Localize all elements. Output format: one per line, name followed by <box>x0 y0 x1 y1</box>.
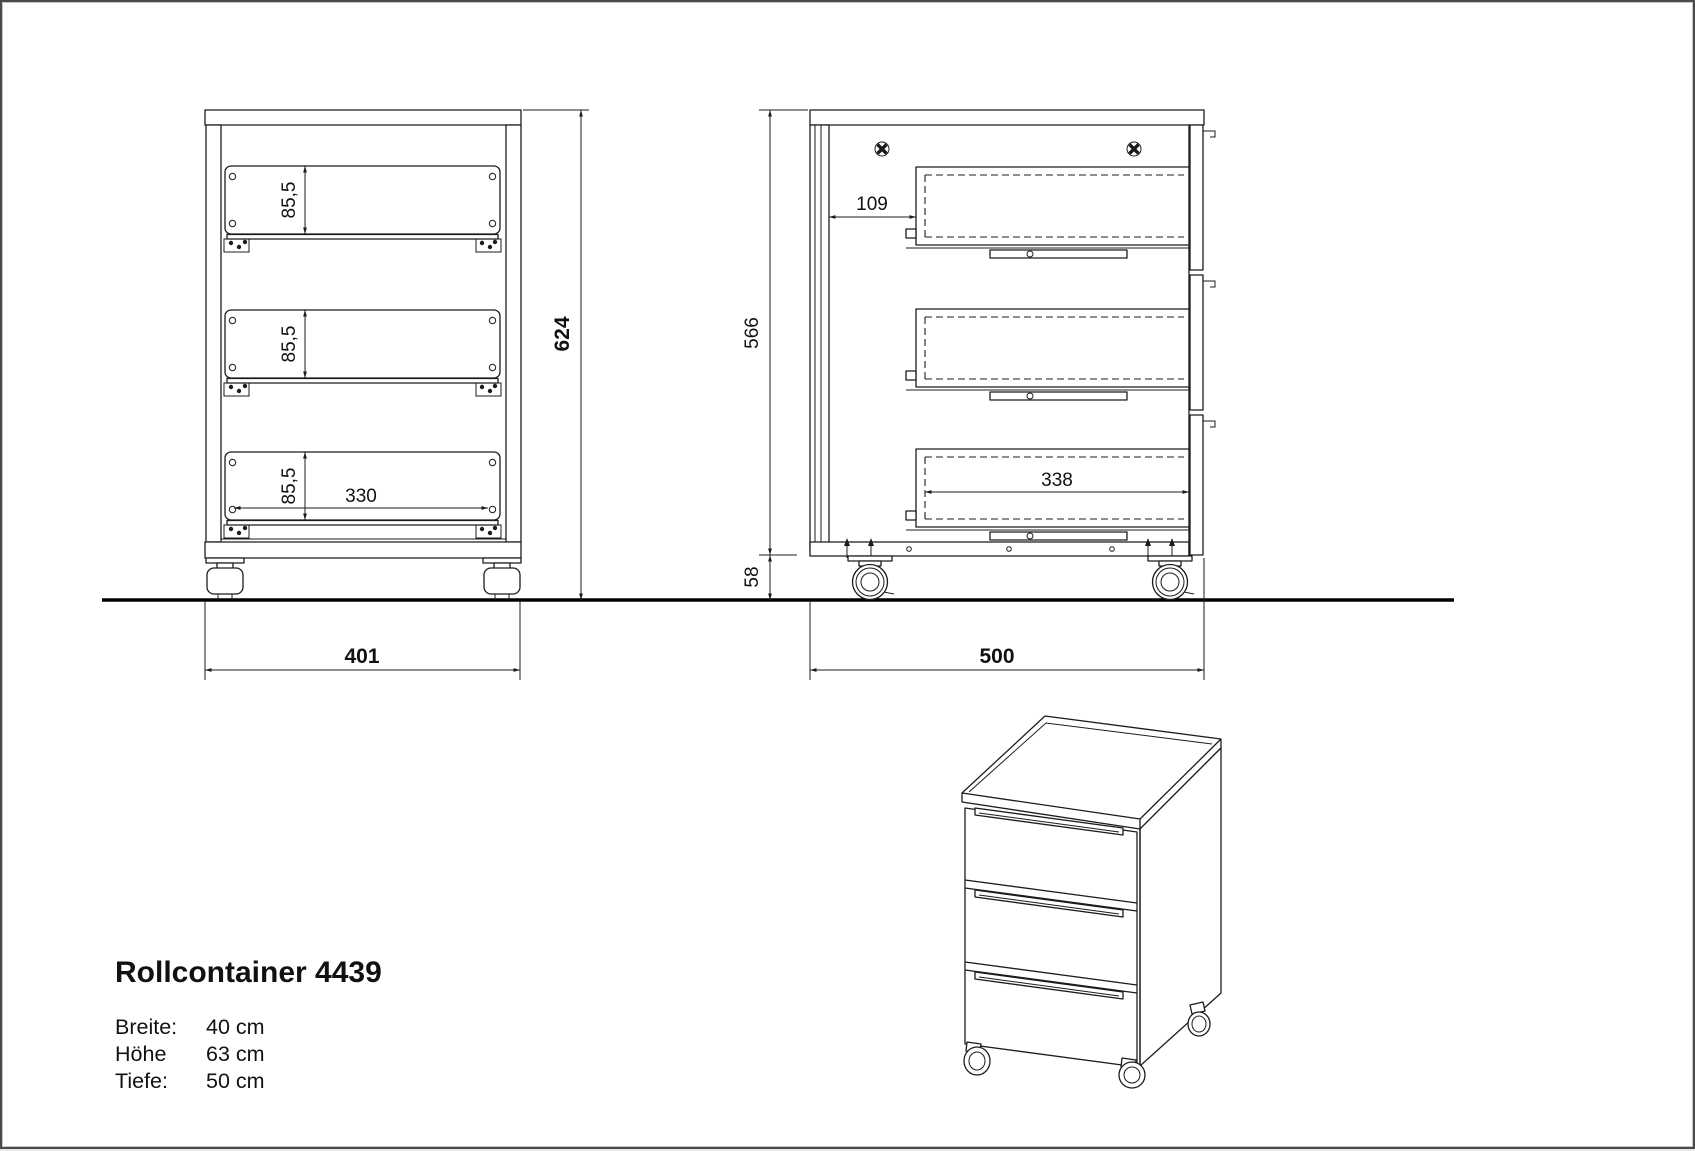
dim-body-height <box>742 110 808 555</box>
product-title: Rollcontainer 4439 <box>115 956 382 989</box>
isometric-view <box>962 716 1221 1088</box>
side-top-panel <box>810 110 1204 125</box>
front-bottom-panel <box>205 542 521 558</box>
spec-value-tiefe: 50 cm <box>206 1069 265 1093</box>
screw-icon <box>875 142 889 156</box>
front-drawer-3 <box>224 452 501 538</box>
iso-front-face <box>965 808 1137 1067</box>
side-back-wall <box>810 125 829 550</box>
drawer-box-front <box>225 310 500 378</box>
front-top-panel <box>205 110 521 125</box>
dim-label: 85,5 <box>279 467 300 505</box>
product-info <box>115 956 382 1093</box>
front-drawer-1 <box>224 166 501 252</box>
dim-label: 330 <box>345 486 377 507</box>
front-right-wall <box>506 125 521 542</box>
dim-back-offset <box>829 194 916 217</box>
caster-wheel <box>853 565 888 600</box>
front-left-wall <box>206 125 221 542</box>
spec-value-hoehe: 63 cm <box>206 1042 265 1066</box>
slide-mechanism <box>990 532 1127 540</box>
slide-hardware-left <box>224 525 249 538</box>
drawer-rail <box>227 235 498 240</box>
caster-wheel <box>1153 565 1188 600</box>
side-drawer-box-2 <box>906 309 1189 400</box>
slide-hardware-left <box>224 383 249 396</box>
dim-label: 624 <box>551 316 574 352</box>
caster-wheel <box>484 568 520 594</box>
dim-label: 401 <box>344 645 380 668</box>
dim-label: 58 <box>742 566 763 588</box>
caster-wheel <box>207 568 243 594</box>
slide-mechanism <box>990 250 1127 258</box>
spec-label-breite: Breite: <box>115 1015 178 1039</box>
slide-hardware-left <box>224 239 249 252</box>
front-caster-right <box>483 558 521 600</box>
slide-hardware-right <box>476 239 501 252</box>
dim-caster-height <box>742 555 770 600</box>
dim-label: 85,5 <box>279 181 300 219</box>
front-drawer-2 <box>224 310 501 396</box>
drawer-rail <box>227 379 498 384</box>
side-view <box>742 110 1215 680</box>
screw-icon <box>1127 142 1141 156</box>
drawer-box-front <box>225 166 500 234</box>
handle-profile <box>1203 421 1215 429</box>
dim-label: 566 <box>742 317 763 349</box>
side-caster-right <box>1148 556 1194 600</box>
dim-front-width <box>205 602 520 680</box>
handle-profile <box>1203 131 1215 139</box>
dim-label: 85,5 <box>279 325 300 363</box>
side-drawer-box-3 <box>906 449 1189 540</box>
dim-front-height <box>523 110 589 600</box>
slide-mechanism <box>990 392 1127 400</box>
dim-label: 109 <box>856 194 888 215</box>
dim-label: 500 <box>979 645 1015 668</box>
front-view <box>205 110 589 680</box>
side-bottom-panel <box>810 542 1189 556</box>
side-drawer-box-1 <box>906 167 1189 258</box>
slide-hardware-right <box>476 525 501 538</box>
slide-hardware-right <box>476 383 501 396</box>
drawing-canvas <box>2 2 1695 1151</box>
handle-profile <box>1203 281 1215 289</box>
spec-label-hoehe: Höhe <box>115 1042 167 1066</box>
side-caster-left <box>848 556 894 600</box>
dim-label: 338 <box>1041 470 1073 491</box>
front-caster-left <box>206 558 244 600</box>
iso-caster-back-right <box>1188 1002 1210 1036</box>
spec-value-breite: 40 cm <box>206 1015 265 1039</box>
side-drawer-fronts <box>1190 125 1215 555</box>
spec-label-tiefe: Tiefe: <box>115 1069 168 1093</box>
drawer-rail <box>227 521 498 526</box>
